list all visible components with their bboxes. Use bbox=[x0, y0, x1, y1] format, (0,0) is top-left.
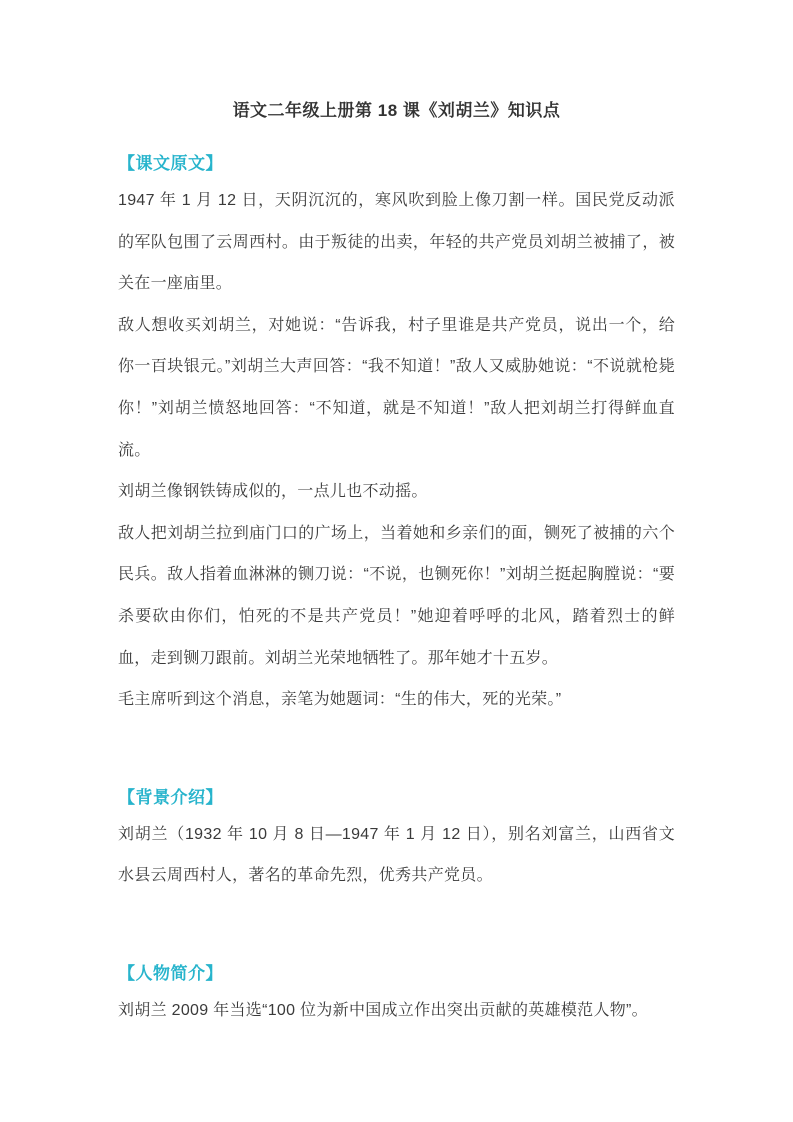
paragraph: 敌人把刘胡兰拉到庙门口的广场上，当着她和乡亲们的面，铡死了被捕的六个民兵。敌人指着血淋淋的铡刀说：“不说，也铡死你！”刘胡兰挺起胸膛说：“要杀要砍由你们，怕死的不是共产党员！”她迎着呼呼的北风，踏着烈士的鲜血，走到铡刀跟前。刘胡兰光荣地牺牲了。那年她才十五岁。 bbox=[118, 524, 675, 667]
section-body bbox=[118, 990, 675, 1032]
paragraph: 刘胡兰 2009 年当选“100 位为新中国成立作出突出贡献的英雄模范人物”。 bbox=[118, 1001, 648, 1019]
section-person-profile bbox=[118, 959, 675, 1032]
paragraph: 刘胡兰像钢铁铸成似的，一点儿也不动摇。 bbox=[118, 483, 428, 501]
section-body bbox=[118, 814, 675, 897]
document-title: 语文二年级上册第 18 课《刘胡兰》知识点 bbox=[232, 101, 561, 120]
section-heading-course-text: 【课文原文】 bbox=[118, 154, 223, 173]
section-background-intro bbox=[118, 783, 675, 897]
paragraph: 1947 年 1 月 12 日，天阴沉沉的，寒风吹到脸上像刀割一样。国民党反动派的军队包围了云周西村。由于叛徒的出卖，年轻的共产党员刘胡兰被捕了，被关在一座庙里。 bbox=[118, 192, 675, 293]
paragraph: 毛主席听到这个消息，亲笔为她题词：“生的伟大，死的光荣。” bbox=[118, 691, 562, 709]
section-heading-background-intro: 【背景介绍】 bbox=[118, 787, 223, 807]
paragraph: 敌人想收买刘胡兰，对她说：“告诉我，村子里谁是共产党员，说出一个，给你一百块银元。”刘胡兰大声回答：“我不知道！”敌人又威胁她说：“不说就枪毙你！”刘胡兰愤怒地回答：“不知道，就是不知道！”敌人把刘胡兰打得鲜血直流。 bbox=[118, 316, 675, 459]
section-body bbox=[118, 180, 675, 721]
paragraph: 刘胡兰（1932 年 10 月 8 日—1947 年 1 月 12 日），别名刘富兰，山西省文水县云周西村人，著名的革命先烈，优秀共产党员。 bbox=[118, 825, 675, 885]
section-heading-person-profile: 【人物简介】 bbox=[118, 963, 223, 983]
section-course-text bbox=[118, 149, 675, 721]
